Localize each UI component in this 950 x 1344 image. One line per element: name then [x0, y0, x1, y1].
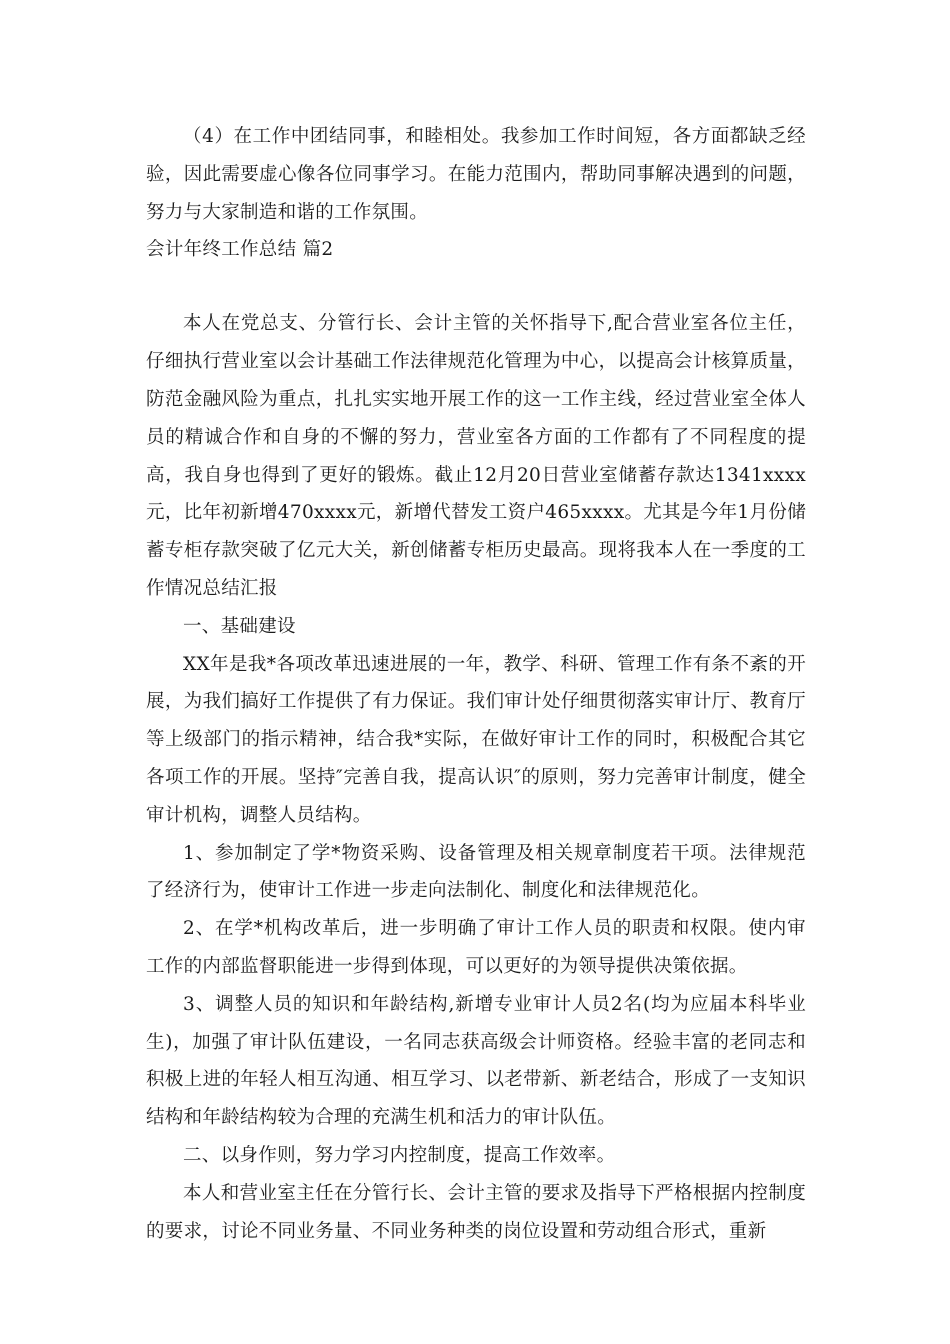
section-title: 会计年终工作总结 篇2: [146, 239, 334, 261]
body-paragraph: 本人和营业室主任在分管行长、会计主管的要求及指导下严格根据内控制度的要求，讨论不同业务量、不同业务种类的岗位设置和劳动组合形式，重新: [146, 1182, 806, 1242]
intro-paragraph: （4）在工作中团结同事，和睦相处。我参加工作时间短，各方面都缺乏经验，因此需要虚心像各位同事学习。在能力范围内，帮助同事解决遇到的问题，努力与大家制造和谐的工作氛围。: [146, 126, 806, 223]
section-heading-internal-control: 二、以身作则，努力学习内控制度，提高工作效率。: [183, 1144, 616, 1166]
section-heading-basic-construction: 一、基础建设: [183, 615, 296, 637]
document-body: [146, 118, 806, 1250]
body-paragraph: XX年是我*各项改革迅速进展的一年，教学、科研、管理工作有条不紊的开展，为我们搞好工作提供了有力保证。我们审计处仔细贯彻落实审计厅、教育厅等上级部门的指示精神，结合我*实际，在做好审计工作的同时，积极配合其它各项工作的开展。坚持″完善自我，提高认识″的原则，努力完善审计制度，健全审计机构，调整人员结构。: [146, 653, 806, 826]
list-item: 2、在学*机构改革后，进一步明确了审计工作人员的职责和权限。使内审工作的内部监督职能进一步得到体现，可以更好的为领导提供决策依据。: [146, 918, 806, 977]
list-item: 3、调整人员的知识和年龄结构,新增专业审计人员2名(均为应届本科毕业生)，加强了审计队伍建设，一名同志获高级会计师资格。经验丰富的老同志和积极上进的年轻人相互沟通、相互学习、以老带新、新老结合，形成了一支知识结构和年龄结构较为合理的充满生机和活力的审计队伍。: [146, 993, 806, 1129]
list-item: 1、参加制定了学*物资采购、设备管理及相关规章制度若干项。法律规范了经济行为，使审计工作进一步走向法制化、制度化和法律规范化。: [146, 842, 806, 902]
blank-line: [146, 268, 806, 305]
body-paragraph: 本人在党总支、分管行长、会计主管的关怀指导下,配合营业室各位主任，仔细执行营业室以会计基础工作法律规范化管理为中心，以提高会计核算质量，防范金融风险为重点，扎扎实实地开展工作的这一工作主线，经过营业室全体人员的精诚合作和自身的不懈的努力，营业室各方面的工作都有了不同程度的提高，我自身也得到了更好的锻炼。截止12月20日营业室储蓄存款达1341xxxx元，比年初新增470xxxx元，新增代替发工资户465xxxx。尤其是今年1月份储蓄专柜存款突破了亿元大关，新创储蓄专柜历史最高。现将我本人在一季度的工作情况总结汇报: [146, 313, 806, 599]
